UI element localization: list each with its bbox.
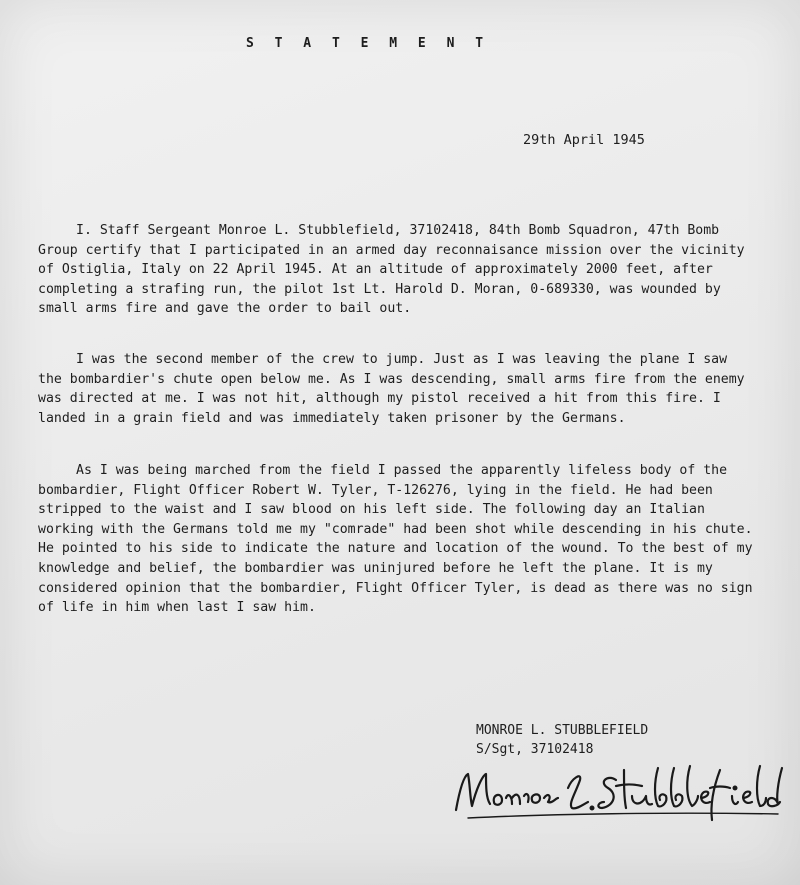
handwritten-signature <box>448 758 788 828</box>
paragraph-3: As I was being marched from the field I passed the apparently lifeless body of the bombardier, Flight Officer Robert W. Tyler, T-126276, lying in the field. He had been stripped to the waist and I saw blood on his left side. The following day an Italian working with the Germans told me my "comrade" had been shot while descending in his chute. He pointed to his side to indicate the nature and location of the wound. To the best of my knowledge and belief, the bombardier was uninjured before he left the plane. It is my considered opinion that the bombardier, Flight Officer Tyler, is dead as there was no sign of life in him when last I saw him. <box>38 463 753 616</box>
paragraph-1: I. Staff Sergeant Monroe L. Stubblefield, 37102418, 84th Bomb Squadron, 47th Bomb Group certify that I participated in an armed day reconnaisance mission over the vicinity of Ostiglia, Italy on 22 April 1945. At an altitude of approximately 2000 feet, after completing a strafing run, the pilot 1st Lt. Harold D. Moran, 0-689330, was wounded by small arms fire and gave the order to bail out. <box>38 223 745 317</box>
document-date: 29th April 1945 <box>523 132 645 148</box>
signatory-rank: S/Sgt, 37102418 <box>476 742 594 757</box>
signatory-name: MONROE L. STUBBLEFIELD <box>476 723 649 738</box>
document-title: S T A T E M E N T <box>246 36 490 51</box>
paragraph-2: I was the second member of the crew to jump. Just as I was leaving the plane I saw the bombardier's chute open below me. As I was descending, small arms fire from the enemy was directed at me. I was not hit, although my pistol received a hit from this fire. I landed in a grain field and was immediately taken prisoner by the Germans. <box>38 352 745 426</box>
